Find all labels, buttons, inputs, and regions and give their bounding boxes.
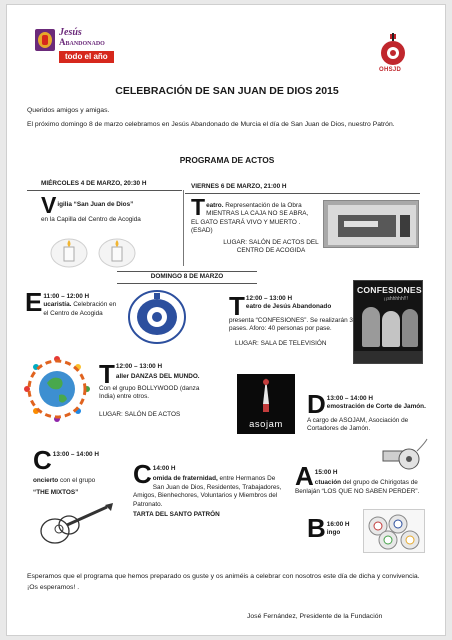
teatro2-time: 12:00 – 13:00 H (245, 295, 293, 302)
teatro2-place: LUGAR: SALA DE TELEVISIÓN (235, 340, 327, 347)
sunday-label: DOMINGO 8 DE MARZO (150, 273, 224, 280)
demo-block (307, 389, 433, 434)
taller-block (99, 359, 211, 402)
actuacion-title: ctuación (314, 479, 342, 487)
greeting: Queridos amigos y amigas. (27, 107, 110, 114)
comida-text: entre Hermanos De San Juan de Dios, Residentes, Trabajadores, Amigos, Bienhechores, Voluntarios y Miembros del Patronato. (133, 475, 282, 508)
demo-title: emostración de Corte de Jamón. (326, 403, 426, 411)
bingo-title: ingo (326, 529, 341, 537)
knife-icon (237, 374, 295, 418)
signature: José Fernández, Presidente de la Fundación (247, 613, 383, 620)
taller-time: 12:00 – 13:00 H (115, 363, 163, 370)
actuacion-text-wrap (295, 477, 433, 496)
concierto-text: con el grupo (60, 477, 96, 484)
pomegranate-icon (377, 33, 409, 67)
comida-title: omida de fraternidad, (152, 475, 218, 483)
fri-block (191, 194, 313, 236)
teatro2-text: presenta “CONFESIONES”. Se realizarán 3 pases. Aforo: 40 personas por pase. (229, 317, 353, 333)
fri-title: eatro. (206, 202, 224, 209)
taller-text: Con el grupo BOLLYWOOD (danza India) entre otros. (99, 385, 200, 401)
poster-title: CONFESIONES (357, 285, 422, 295)
jesus-abandonado-logo (35, 27, 127, 71)
teatro2-title: eatro de Jesús Abandonado (245, 303, 332, 311)
ohsjd-label: OHSJD (379, 67, 402, 73)
logo-tagline: todo el año (59, 51, 114, 63)
bingo-balls-image (363, 509, 425, 553)
candles-image (47, 237, 137, 269)
comida-drop-cap: C (133, 459, 152, 489)
actuacion-block (295, 461, 433, 496)
page-title: CELEBRACIÓN DE SAN JUAN DE DIOS 2015 (115, 85, 339, 97)
bingo-time: 16:00 H (326, 521, 350, 528)
teatro2-block (229, 291, 353, 334)
asojam-logo (237, 374, 295, 434)
fri-place: LUGAR: SALÓN DE ACTOS DEL CENTRO DE ACOGIDA (223, 239, 319, 255)
actuacion-time: 15:00 H (314, 469, 338, 476)
column-divider (183, 190, 184, 266)
logo-icon (35, 29, 55, 51)
taller-title: aller DANZAS DEL MUNDO. (115, 373, 200, 381)
intro-paragraph: El próximo domingo 8 de marzo celebramos en Jesús Abandonado de Murcia el día de San Juan de Dios, nuestro Patrón. (27, 121, 395, 128)
fri-date: VIERNES 6 DE MARZO, 21:00 H (191, 183, 287, 190)
sunday-rule-bottom (117, 283, 257, 284)
taller-drop-cap: T (99, 359, 115, 389)
closing-paragraph: Esperamos que el programa que hemos preparado os guste y os animéis a celebrar con nosotros este día de dicha y convivencia. ¡Os esperamos! . (27, 573, 420, 591)
confesiones-poster (353, 280, 423, 364)
taller-place: LUGAR: SALÓN DE ACTOS (99, 411, 181, 418)
guitar-image (37, 501, 115, 547)
eucaristia-time: 11:00 – 12:00 H (43, 293, 90, 300)
comida-block (133, 459, 283, 519)
wed-title: igilia “San Juan de Dios” (57, 201, 134, 208)
demo-drop-cap: D (307, 389, 326, 419)
concierto-drop-cap: C (33, 445, 52, 475)
concierto-title: oncierto (33, 477, 59, 484)
eucaristia-drop-cap: E (25, 287, 43, 317)
comida-text-wrap (133, 473, 283, 509)
demo-text: A cargo de ASOJAM, Asociación de Cortadores de Jamón. (307, 417, 409, 433)
eucaristia-text: Celebración en el Centro de Acogida (43, 301, 117, 317)
concierto-block (33, 445, 133, 498)
concierto-group: “THE MIXTOS” (33, 489, 79, 497)
fri-drop-cap: T (191, 194, 206, 220)
wed-date: MIÉRCOLES 4 DE MARZO, 20:30 H (41, 180, 147, 187)
poster-sub: ¡¡shhhhh!!! (384, 296, 408, 302)
eucaristia-block (25, 287, 119, 318)
eucaristia-title: ucaristía. (43, 301, 72, 309)
wed-drop-cap: V (41, 192, 57, 218)
asojam-text: asojam (249, 418, 283, 429)
fri-text: Representación de la Obra MIENTRAS LA CAJA NO SE ABRA, EL GATO ESTARÁ VIVO Y MUERTO . (ESAD) (191, 202, 309, 235)
wed-text: en la Capilla del Centro de Acogida (41, 216, 141, 223)
actuacion-drop-cap: A (295, 461, 314, 491)
program-page (6, 4, 446, 636)
ohsjd-medallion (127, 289, 187, 345)
bingo-drop-cap: B (307, 513, 326, 543)
demo-time: 13:00 – 14:00 H (326, 395, 373, 402)
teatro2-drop-cap: T (229, 291, 245, 321)
actuacion-text: del grupo de Chirigotas de Benlaján “LOS QUE NO SABEN PERDER”. (295, 479, 420, 495)
sunday-rule-top (117, 271, 257, 272)
comida-tarta: TARTA DEL SANTO PATRÓN (133, 511, 220, 519)
dancers-circle-image (21, 353, 93, 425)
theater-photo (323, 200, 419, 248)
wed-block (41, 192, 176, 224)
ohsjd-logo (377, 33, 409, 77)
wed-rule (27, 190, 182, 191)
concierto-time: 13:00 – 14:00 H (52, 451, 99, 458)
fri-text-wrap (191, 194, 313, 236)
fri-rule (185, 193, 420, 194)
program-title: PROGRAMA DE ACTOS (179, 155, 275, 165)
comida-time: 14:00 H (152, 465, 176, 472)
logo-line2: Abandonado (59, 37, 105, 47)
logo-line1: Jesús (59, 27, 82, 38)
